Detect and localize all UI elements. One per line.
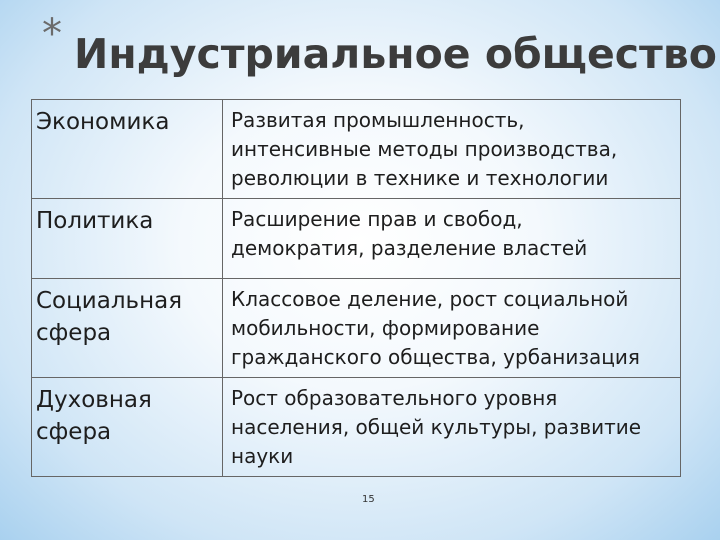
table-row-social-sphere (32, 279, 681, 378)
table-row-spiritual-sphere (32, 378, 681, 477)
row-label-line: сфера (36, 320, 112, 346)
description-line: Расширение прав и свобод, (231, 207, 523, 231)
title-bullet-asterisk: * (42, 11, 62, 57)
page-number: 15 (362, 494, 375, 505)
row-label-cell (32, 279, 223, 378)
description-line: населения, общей культуры, развитие (231, 415, 642, 439)
row-description-cell (223, 378, 681, 477)
table-row-politics (32, 199, 681, 279)
slide-title: Индустриальное общество (74, 30, 717, 78)
row-label-line: Политика (36, 208, 154, 234)
description-line: мобильности, формирование (231, 316, 540, 340)
row-label-line: Социальная (36, 288, 183, 314)
row-description-cell (223, 199, 681, 279)
description-line: демократия, разделение властей (231, 236, 588, 260)
description-line: Развитая промышленность, (231, 108, 525, 132)
row-label-cell (32, 199, 223, 279)
row-description-cell (223, 279, 681, 378)
row-label-line: Экономика (36, 109, 170, 135)
description-line: гражданского общества, урбанизация (231, 345, 640, 369)
row-label-cell (32, 100, 223, 199)
row-label-line: сфера (36, 419, 112, 445)
row-description-cell (223, 100, 681, 199)
description-line: Классовое деление, рост социальной (231, 287, 629, 311)
description-line: революции в технике и технологии (231, 166, 609, 190)
description-line: Рост образовательного уровня (231, 386, 558, 410)
comparison-table (31, 99, 681, 477)
description-line: интенсивные методы производства, (231, 137, 618, 161)
table-row-economy (32, 100, 681, 199)
row-label-cell (32, 378, 223, 477)
description-line: науки (231, 444, 294, 468)
row-label-line: Духовная (36, 387, 152, 413)
